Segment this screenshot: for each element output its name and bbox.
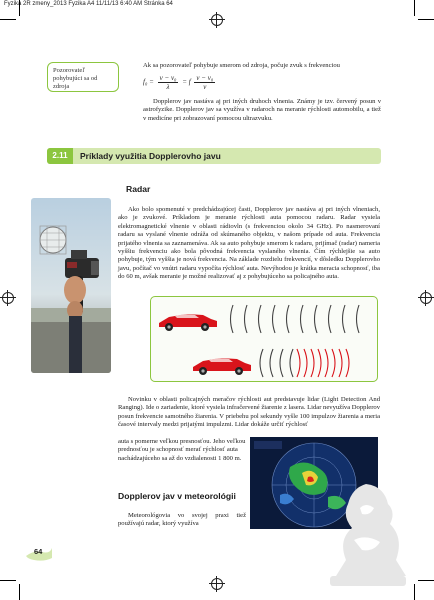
registration-mark-right xyxy=(420,292,432,304)
formula-eq: = f xyxy=(182,78,191,87)
doppler-formula xyxy=(143,74,217,91)
paragraph-radar: Ako bolo spomenuté v predchádzajúcej časti, Dopplerov jav nastáva aj pri iných vlneniach, ako je zvukové. Príkladom je meranie rýchlosti auta pomocou radaru. Radar vysiela elektromagnetické vlnenie v oblasti rádiovln (s frekvenciou okolo 34 GHz). Po nasmerovaní radaru sa vyslané vlnenie odráža od skúmaného objektu, v našom prípade od auta. Frekvencia prijatého vlnenia sa zaznamenáva. Ak sa auto pohybuje smerom k radaru, prijímač (radar) nameria vyššiu frekvenciu ako bola pôvodná frekvencia vyslaného vlnenia. Čím rýchlejšie sa auto pohybuje, tým vyššia je nová frekvencia. Na základe rozdielu frekvencií, v dôsledku Dopplerovho javu, počítač vo vnútri radaru vypočíta rýchlosť auta. Nevýhodou je krátka meracia schopnosť, iba do 60 m, avšak meranie je možné realizovať aj z pohybujúceho sa policajného auta. xyxy=(118,206,380,281)
section-number: 2.11 xyxy=(47,148,73,164)
radar-gun-photo xyxy=(31,198,111,373)
formula-num-2: v − v₀ xyxy=(196,74,214,82)
paragraph-meteorology: Meteorológovia vo svojej praxi tiež používajú radar, ktorý využíva xyxy=(118,512,246,528)
formula-fraction-1 xyxy=(158,74,179,91)
crop-mark xyxy=(0,580,16,581)
red-car-icon xyxy=(193,358,251,375)
paragraph-lidar: Novinku v oblasti policajných meračov rýchlosti aut predstavuje lidar (Light Detection And Ranging). Ide o zariadenie, ktoré vysiela infračervené žiarenie z lasera. Lidar nevyužíva Dopplerov posun frekvencie samotného žiarenia. V priebehu pol sekundy vyšle 100 impulzov žiarenia a meria časové intervaly medzi prijatými impulzmi. Lidar dokáže určiť rýchlosť xyxy=(118,396,380,429)
formula-den-1: λ xyxy=(166,83,170,91)
formula-den-2: v xyxy=(203,83,207,91)
paragraph-lidar-continued: auta s pomerne veľkou presnosťou. Jeho veľkou prednosťou je schopnosť merať rýchlosť auta nachádzajúceho sa až do vzdialenosti 1 800 m. xyxy=(118,438,246,462)
crop-mark xyxy=(414,584,415,600)
formula-num-1: v − v₀ xyxy=(159,74,177,82)
heading-radar: Radar xyxy=(126,184,151,194)
intro-text: Ak sa pozorovateľ pohybuje smerom od zdroja, počuje zvuk s frekvenciou xyxy=(143,62,340,69)
registration-mark-left xyxy=(2,292,14,304)
cars-doppler-illustration xyxy=(150,296,378,382)
crop-mark xyxy=(0,19,16,20)
crop-mark xyxy=(19,584,20,600)
formula-lhs: f₀ = xyxy=(143,78,154,87)
red-car-icon xyxy=(159,314,217,331)
file-header: Fyzika 2R zmeny_2013 Fyzika A4 11/11/13 6:40 AM Stránka 64 xyxy=(4,1,173,7)
chess-piece-watermark xyxy=(318,478,414,590)
side-note: Pozorovateľ pohybujúci sa od zdroja xyxy=(47,62,119,92)
section-title: Príklady využitia Dopplerovho javu xyxy=(80,151,221,161)
formula-fraction-2 xyxy=(194,74,215,91)
crop-mark xyxy=(418,580,434,581)
page-number-badge xyxy=(24,544,54,564)
crop-mark xyxy=(418,19,434,20)
heading-meteorology: Dopplerov jav v meteorológii xyxy=(118,491,236,501)
page-number: 64 xyxy=(34,547,43,556)
registration-mark-bottom xyxy=(211,578,223,590)
crop-mark xyxy=(414,0,415,16)
paragraph-doppler-other: Dopplerov jav nastáva aj pri iných druhoch vlnenia. Známy je tzv. červený posun v astrofyzike. Dopplerov jav sa využíva v radaroch na meranie rýchlosti automobilu, a tiež v medicíne pri zobrazovaní pomocou ultrazvuku. xyxy=(143,98,381,122)
registration-mark-top xyxy=(211,14,223,26)
crop-mark xyxy=(19,0,20,16)
